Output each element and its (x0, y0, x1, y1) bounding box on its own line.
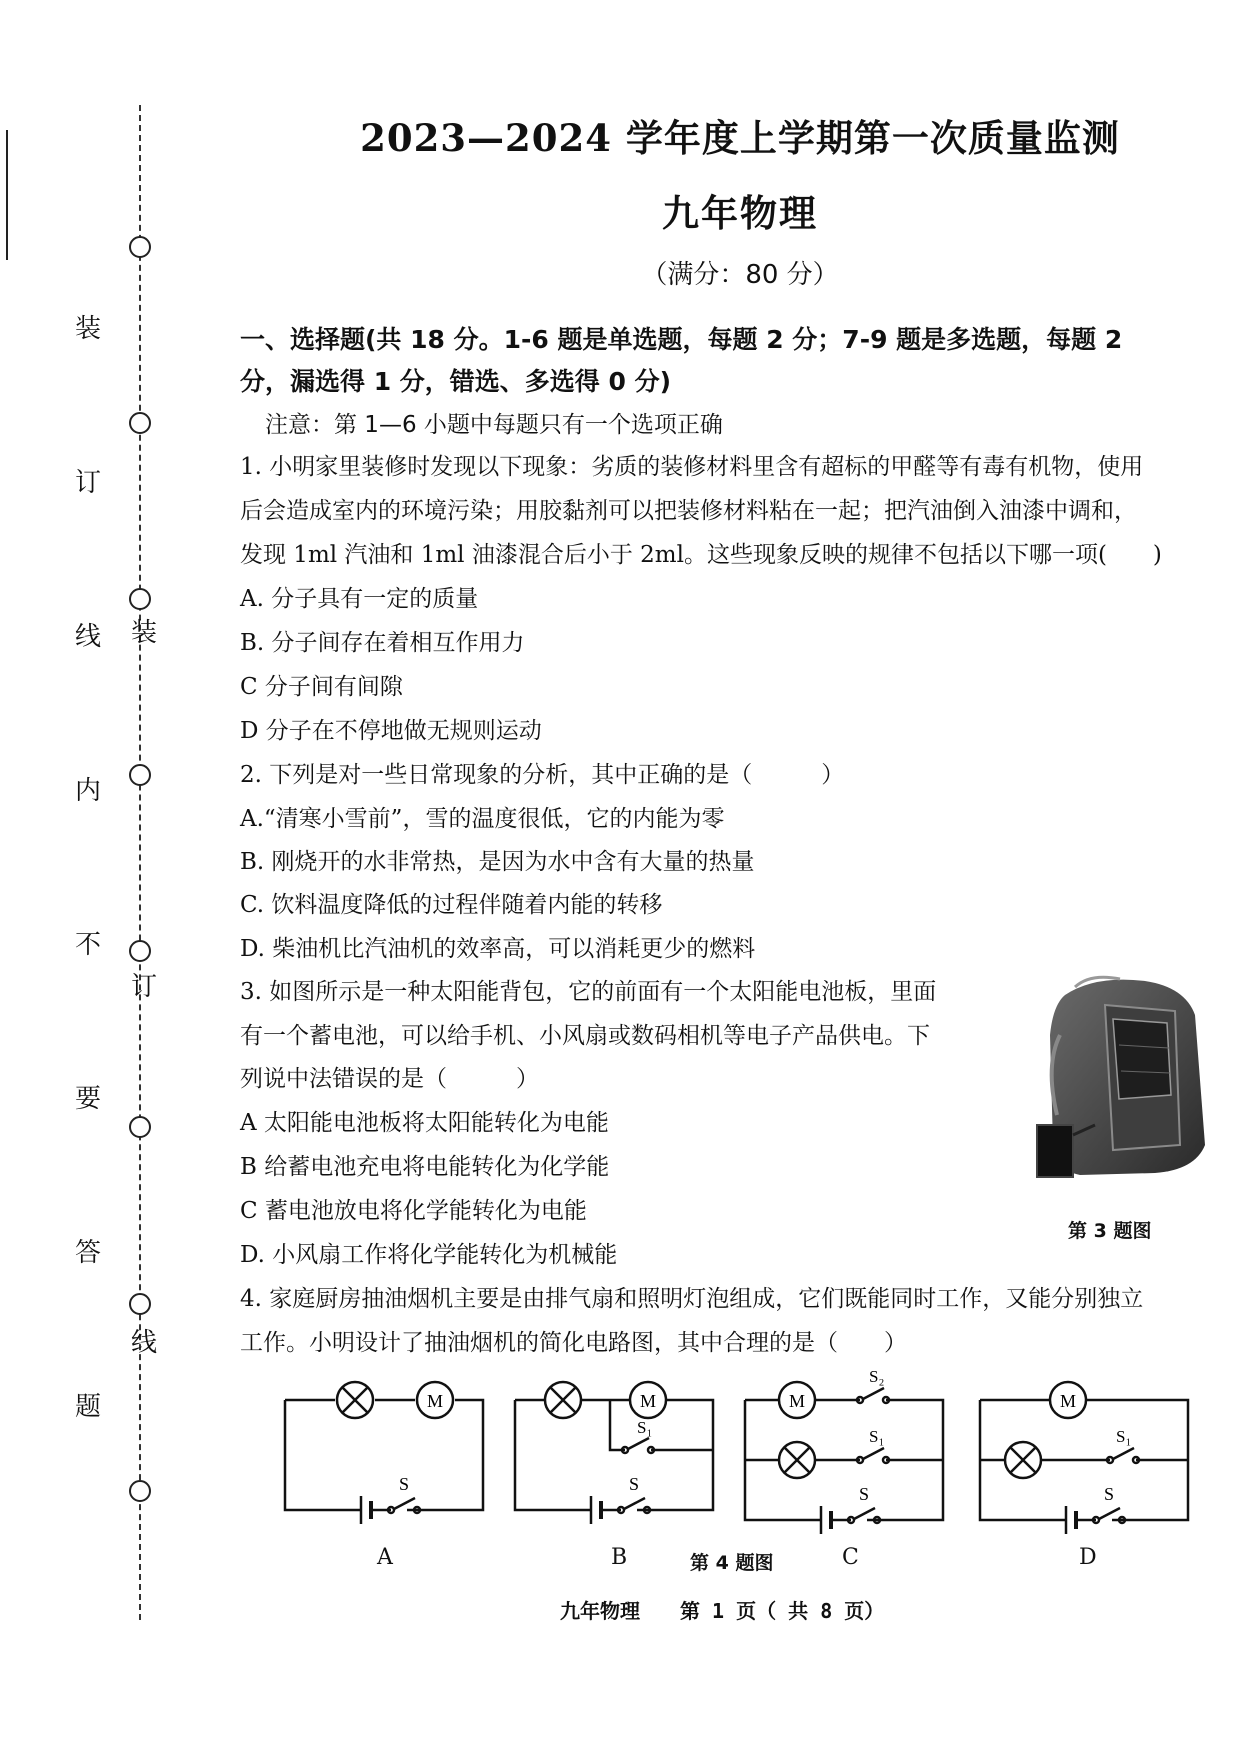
exam-title: 2023—2024 学年度上学期第一次质量监测 (360, 116, 1120, 160)
q4-stem: 4. 家庭厨房抽油烟机主要是由排气扇和照明灯泡组成，它们既能同时工作，又能分别独立 (240, 1286, 1144, 1312)
circuit-a (275, 1370, 495, 1530)
full-score: （满分：80 分） (641, 260, 839, 290)
q3-stem: 有一个蓄电池，可以给手机、小风扇或数码相机等电子产品供电。下 (240, 1023, 930, 1049)
circuit-b (505, 1370, 725, 1530)
binding-dashed-line (139, 105, 141, 1620)
switch-s1-label: S₁ (1116, 1427, 1132, 1446)
switch-label: S (1104, 1484, 1115, 1504)
binding-inner-char: 线 (131, 1328, 158, 1358)
q3-option-a: A 太阳能电池板将太阳能转化为电能 (240, 1110, 609, 1136)
motor-label: M (788, 1391, 806, 1411)
binding-hole (129, 412, 151, 434)
binding-char: 装 (75, 314, 102, 344)
circuit-label-d: D (1079, 1545, 1097, 1570)
q4-figure-caption: 第 4 题图 (690, 1552, 774, 1574)
binding-char: 内 (75, 776, 102, 806)
switch-s2-label: S₂ (869, 1370, 885, 1386)
circuit-c (735, 1370, 955, 1540)
binding-inner-char: 装 (131, 618, 158, 648)
circuit-label-b: B (611, 1545, 628, 1570)
motor-label: M (1059, 1391, 1077, 1411)
motor-label: M (639, 1391, 657, 1411)
q1-option-b: B. 分子间存在着相互作用力 (240, 630, 525, 656)
binding-hole (129, 588, 151, 610)
exam-subject: 九年物理 (662, 191, 818, 235)
switch-s1-label: S₁ (637, 1418, 653, 1437)
circuit-d (970, 1370, 1200, 1540)
binding-inner-char: 订 (131, 972, 158, 1002)
q1-option-d: D 分子在不停地做无规则运动 (240, 718, 542, 744)
q1-option-a: A. 分子具有一定的质量 (240, 586, 479, 612)
circuit-label-a: A (377, 1545, 393, 1570)
switch-label: S (859, 1484, 870, 1504)
motor-label: M (426, 1391, 444, 1411)
binding-hole (129, 1480, 151, 1502)
q2-option-c: C. 饮料温度降低的过程伴随着内能的转移 (240, 892, 663, 918)
q1-option-c: C 分子间有间隙 (240, 674, 403, 700)
binding-hole (129, 236, 151, 258)
binding-hole (129, 1116, 151, 1138)
q3-stem: 3. 如图所示是一种太阳能背包，它的前面有一个太阳能电池板，里面 (240, 979, 937, 1005)
binding-char: 订 (75, 468, 102, 498)
section-heading: 一、选择题(共 18 分。1-6 题是单选题，每题 2 分；7-9 题是多选题，每题 2 (240, 325, 1123, 354)
binding-hole (129, 940, 151, 962)
switch-label: S (399, 1474, 410, 1494)
q3-option-d: D. 小风扇工作将化学能转化为机械能 (240, 1242, 618, 1268)
q2-stem: 2. 下列是对一些日常现象的分析，其中正确的是（ ） (240, 762, 845, 788)
q1-stem: 发现 1ml 汽油和 1ml 油漆混合后小于 2ml。这些现象反映的规律不包括以下哪一项( ) (240, 542, 1162, 568)
q3-figure-caption: 第 3 题图 (1068, 1220, 1152, 1242)
page-edge-mark (6, 130, 8, 260)
section-note: 注意：第 1—6 小题中每题只有一个选项正确 (265, 412, 723, 438)
section-heading-cont: 分，漏选得 1 分，错选、多选得 0 分) (240, 367, 672, 396)
binding-char: 答 (75, 1238, 102, 1268)
binding-char: 题 (75, 1392, 102, 1422)
circuit-label-c: C (842, 1545, 859, 1570)
binding-char: 要 (75, 1084, 102, 1114)
switch-label: S (629, 1474, 640, 1494)
binding-hole (129, 1293, 151, 1315)
q1-stem: 后会造成室内的环境污染；用胶黏剂可以把装修材料粘在一起；把汽油倒入油漆中调和， (240, 498, 1137, 524)
q3-option-c: C 蓄电池放电将化学能转化为电能 (240, 1198, 587, 1224)
q2-option-d: D. 柴油机比汽油机的效率高，可以消耗更少的燃料 (240, 936, 756, 962)
binding-hole (129, 764, 151, 786)
q4-stem: 工作。小明设计了抽油烟机的简化电路图，其中合理的是（ ） (240, 1330, 907, 1356)
page-footer: 九年物理 第 1 页（ 共 8 页） (560, 1599, 885, 1623)
q3-stem: 列说中法错误的是（ ） (240, 1066, 539, 1092)
solar-backpack-image (1035, 975, 1210, 1180)
q3-option-b: B 给蓄电池充电将电能转化为化学能 (240, 1154, 610, 1180)
q2-option-b: B. 刚烧开的水非常热，是因为水中含有大量的热量 (240, 849, 755, 875)
binding-char: 线 (75, 622, 102, 652)
switch-s1-label: S₁ (869, 1427, 885, 1446)
binding-char: 不 (75, 930, 102, 960)
q1-stem: 1. 小明家里装修时发现以下现象：劣质的装修材料里含有超标的甲醛等有毒有机物，使用 (240, 454, 1144, 480)
q2-option-a: A.“清寒小雪前”，雪的温度很低，它的内能为零 (240, 806, 725, 832)
